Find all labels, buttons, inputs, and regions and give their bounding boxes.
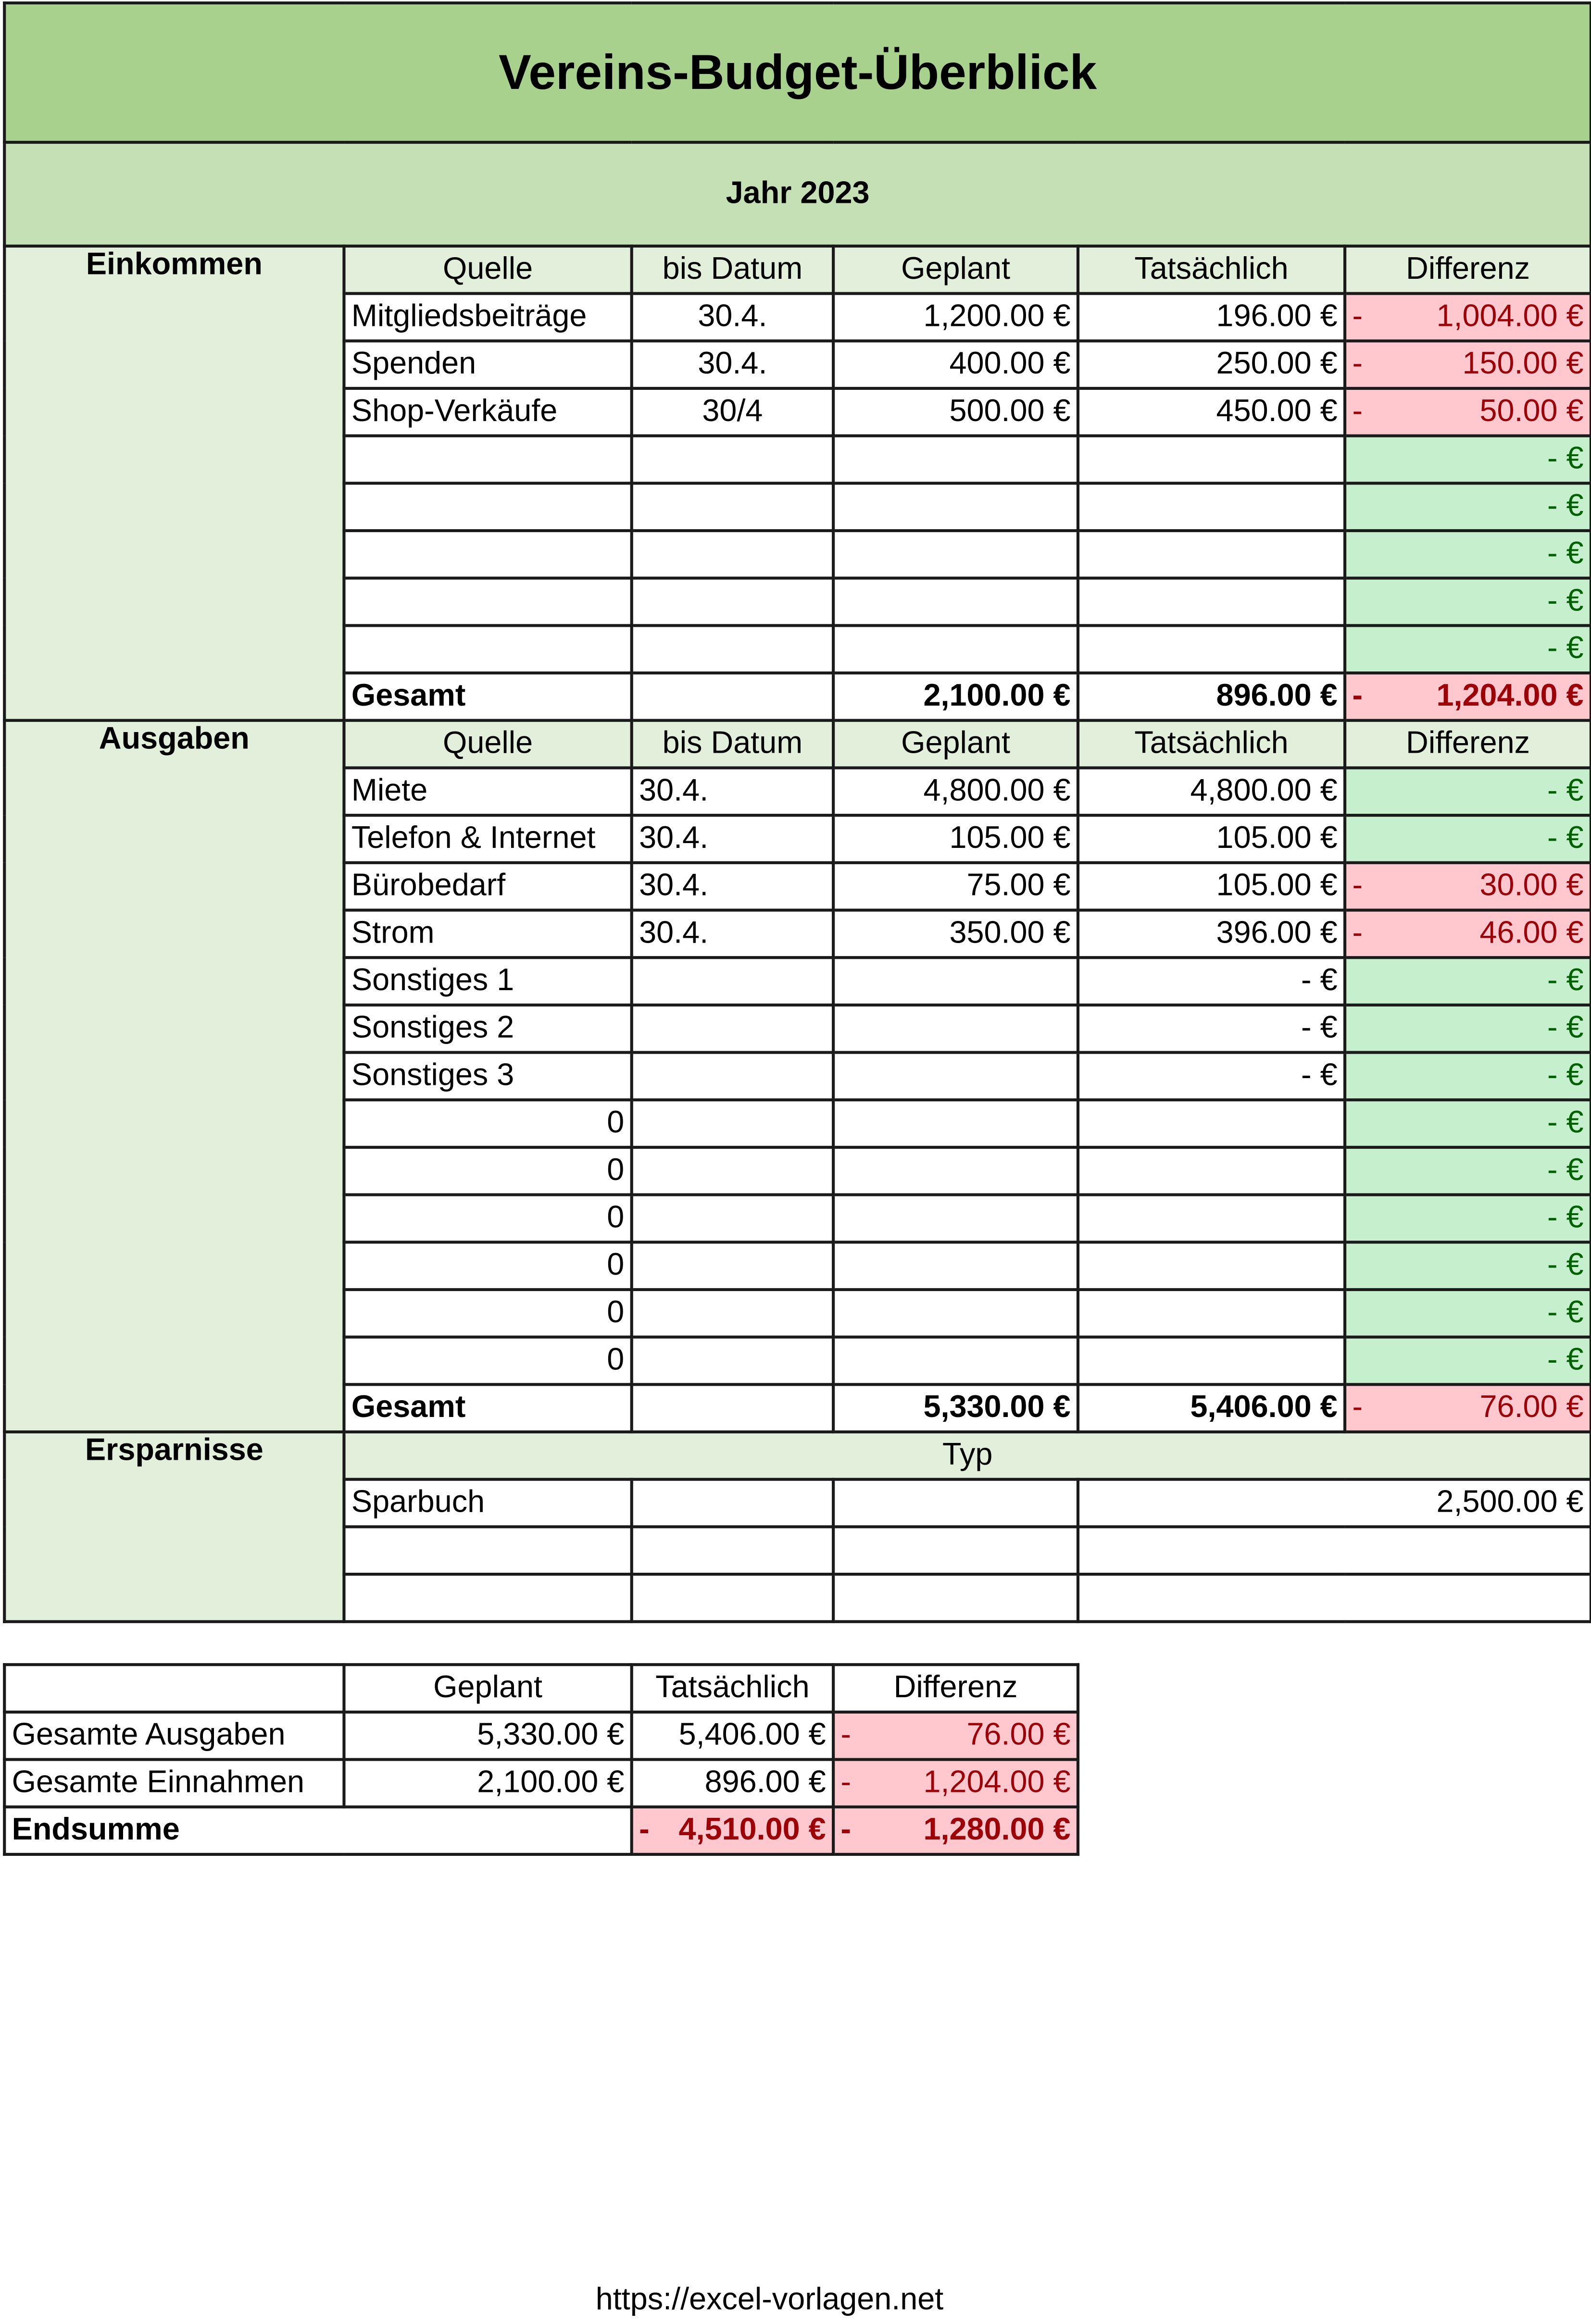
cell-empty[interactable] xyxy=(632,1527,833,1574)
diff-sign: - xyxy=(1352,916,1363,950)
cell-geplant[interactable] xyxy=(833,1100,1078,1147)
diff-sign: - xyxy=(1352,347,1363,381)
summary-row-ausgaben xyxy=(4,1712,1078,1760)
cell-geplant[interactable]: 105.00 € xyxy=(833,815,1078,863)
cell-quelle[interactable]: Telefon & Internet xyxy=(344,815,631,863)
cell-datum[interactable] xyxy=(632,1195,833,1243)
cell-datum[interactable] xyxy=(632,483,833,531)
cell-quelle[interactable]: 0 xyxy=(344,1195,631,1243)
cell-differenz[interactable] xyxy=(1345,910,1591,958)
summary-differenz[interactable] xyxy=(833,1712,1078,1760)
cell-differenz[interactable]: - € xyxy=(1345,1242,1591,1290)
savings-section-label: Ersparnisse xyxy=(4,1432,344,1622)
summary-header-tatsaechlich: Tatsächlich xyxy=(632,1665,833,1712)
cell-empty[interactable] xyxy=(632,1479,833,1527)
income-section-label: Einkommen xyxy=(4,246,344,721)
cell-quelle[interactable]: Mitgliedsbeiträge xyxy=(344,294,631,341)
diff-value: 1,204.00 € xyxy=(923,1765,1071,1800)
cell-differenz[interactable]: - € xyxy=(1345,436,1591,484)
cell-differenz[interactable]: - € xyxy=(1345,1147,1591,1195)
cell-datum[interactable]: 30.4. xyxy=(632,768,833,815)
expenses-total-label: Gesamt xyxy=(344,1384,631,1432)
cell-quelle[interactable]: Miete xyxy=(344,768,631,815)
summary-label: Gesamte Einnahmen xyxy=(4,1760,344,1807)
cell-tatsaechlich[interactable]: 250.00 € xyxy=(1078,341,1345,388)
cell-differenz[interactable]: - € xyxy=(1345,578,1591,626)
cell-quelle[interactable]: Strom xyxy=(344,910,631,958)
diff-sign: - xyxy=(639,1813,650,1847)
cell-tatsaechlich[interactable] xyxy=(1078,1147,1345,1195)
summary-header-empty xyxy=(4,1665,344,1712)
cell-geplant[interactable]: 500.00 € xyxy=(833,388,1078,436)
diff-sign: - xyxy=(1352,394,1363,429)
cell-differenz[interactable] xyxy=(1345,388,1591,436)
cell-quelle[interactable] xyxy=(344,625,631,673)
cell-tatsaechlich[interactable] xyxy=(1078,578,1345,626)
cell-tatsaechlich[interactable] xyxy=(1078,1195,1345,1243)
year-label: Jahr 2023 xyxy=(4,142,1591,246)
cell-datum[interactable] xyxy=(632,436,833,484)
cell-quelle[interactable] xyxy=(344,483,631,531)
cell-tatsaechlich[interactable] xyxy=(1078,483,1345,531)
cell-differenz[interactable]: - € xyxy=(1345,957,1591,1005)
diff-value: 1,204.00 € xyxy=(1436,679,1584,713)
cell-differenz[interactable]: - € xyxy=(1345,1337,1591,1385)
cell-datum[interactable]: 30.4. xyxy=(632,341,833,388)
expenses-header-differenz: Differenz xyxy=(1345,721,1591,768)
cell-savings-name[interactable]: Sparbuch xyxy=(344,1479,631,1527)
cell-geplant[interactable] xyxy=(833,1242,1078,1290)
cell-differenz[interactable] xyxy=(1345,863,1591,910)
cell-datum[interactable] xyxy=(632,625,833,673)
diff-sign: - xyxy=(1352,1390,1363,1425)
summary-geplant[interactable]: 2,100.00 € xyxy=(344,1760,631,1807)
diff-value: 4,510.00 € xyxy=(678,1813,826,1847)
diff-value: 30.00 € xyxy=(1479,869,1584,903)
cell-differenz[interactable]: - € xyxy=(1345,768,1591,815)
cell-datum[interactable] xyxy=(632,1384,833,1432)
cell-geplant[interactable] xyxy=(833,625,1078,673)
cell-tatsaechlich[interactable] xyxy=(1078,1337,1345,1385)
page-title: Vereins-Budget-Überblick xyxy=(4,3,1591,142)
cell-empty[interactable] xyxy=(833,1574,1078,1622)
cell-datum[interactable] xyxy=(632,1242,833,1290)
cell-tatsaechlich[interactable]: - € xyxy=(1078,957,1345,1005)
diff-value: 46.00 € xyxy=(1479,916,1584,950)
summary-table xyxy=(3,1663,1079,1856)
income-header-differenz: Differenz xyxy=(1345,246,1591,294)
income-header-datum: bis Datum xyxy=(632,246,833,294)
cell-geplant[interactable] xyxy=(833,1053,1078,1100)
cell-geplant[interactable] xyxy=(833,1337,1078,1385)
cell-differenz[interactable] xyxy=(1345,294,1591,341)
cell-tatsaechlich[interactable]: - € xyxy=(1078,1005,1345,1053)
cell-quelle[interactable]: Spenden xyxy=(344,341,631,388)
cell-geplant[interactable]: 4,800.00 € xyxy=(833,768,1078,815)
cell-differenz[interactable]: - € xyxy=(1345,1053,1591,1100)
cell-tatsaechlich[interactable] xyxy=(1078,531,1345,578)
expenses-total-differenz[interactable] xyxy=(1345,1384,1591,1432)
income-total-tatsaechlich[interactable]: 896.00 € xyxy=(1078,673,1345,721)
cell-geplant[interactable] xyxy=(833,483,1078,531)
summary-differenz[interactable] xyxy=(833,1760,1078,1807)
footer-url[interactable]: https://excel-vorlagen.net xyxy=(595,2283,944,2317)
diff-value: 50.00 € xyxy=(1479,394,1584,429)
cell-quelle[interactable]: Bürobedarf xyxy=(344,863,631,910)
cell-datum[interactable] xyxy=(632,1290,833,1337)
cell-savings-amount[interactable]: 2,500.00 € xyxy=(1078,1479,1591,1527)
cell-differenz[interactable]: - € xyxy=(1345,815,1591,863)
cell-quelle[interactable]: 0 xyxy=(344,1242,631,1290)
cell-geplant[interactable] xyxy=(833,1195,1078,1243)
cell-tatsaechlich[interactable] xyxy=(1078,1242,1345,1290)
savings-header-typ: Typ xyxy=(344,1432,1591,1479)
cell-quelle[interactable] xyxy=(344,436,631,484)
cell-tatsaechlich[interactable]: - € xyxy=(1078,1053,1345,1100)
cell-geplant[interactable]: 400.00 € xyxy=(833,341,1078,388)
diff-sign: - xyxy=(840,1718,852,1752)
cell-differenz[interactable]: - € xyxy=(1345,483,1591,531)
cell-empty[interactable] xyxy=(833,1527,1078,1574)
expenses-header-geplant: Geplant xyxy=(833,721,1078,768)
summary-header-differenz: Differenz xyxy=(833,1665,1078,1712)
cell-quelle[interactable]: Shop-Verkäufe xyxy=(344,388,631,436)
cell-datum[interactable]: 30/4 xyxy=(632,388,833,436)
cell-datum[interactable] xyxy=(632,1147,833,1195)
cell-quelle[interactable] xyxy=(344,531,631,578)
cell-savings-amount[interactable] xyxy=(1078,1527,1591,1574)
cell-quelle[interactable]: 0 xyxy=(344,1100,631,1147)
summary-geplant[interactable]: 5,330.00 € xyxy=(344,1712,631,1760)
diff-sign: - xyxy=(1352,869,1363,903)
diff-sign: - xyxy=(1352,299,1363,334)
cell-savings-name[interactable] xyxy=(344,1527,631,1574)
diff-value: 76.00 € xyxy=(1479,1390,1584,1425)
income-header-quelle: Quelle xyxy=(344,246,631,294)
cell-quelle[interactable]: Sonstiges 1 xyxy=(344,957,631,1005)
cell-datum[interactable]: 30.4. xyxy=(632,815,833,863)
diff-sign: - xyxy=(840,1813,852,1847)
income-total-label: Gesamt xyxy=(344,673,631,721)
expenses-header-quelle: Quelle xyxy=(344,721,631,768)
cell-quelle[interactable]: Sonstiges 2 xyxy=(344,1005,631,1053)
diff-sign: - xyxy=(1352,679,1363,713)
cell-datum[interactable]: 30.4. xyxy=(632,863,833,910)
summary-row-endsumme xyxy=(4,1807,1078,1854)
cell-differenz[interactable]: - € xyxy=(1345,1005,1591,1053)
cell-datum[interactable] xyxy=(632,1337,833,1385)
cell-geplant[interactable]: 350.00 € xyxy=(833,910,1078,958)
expenses-header-tatsaechlich: Tatsächlich xyxy=(1078,721,1345,768)
income-header-tatsaechlich: Tatsächlich xyxy=(1078,246,1345,294)
cell-geplant[interactable] xyxy=(833,578,1078,626)
expenses-total-geplant[interactable]: 5,330.00 € xyxy=(833,1384,1078,1432)
cell-tatsaechlich[interactable]: 105.00 € xyxy=(1078,815,1345,863)
cell-datum[interactable] xyxy=(632,531,833,578)
cell-geplant[interactable] xyxy=(833,531,1078,578)
summary-row-einnahmen xyxy=(4,1760,1078,1807)
cell-geplant[interactable] xyxy=(833,1147,1078,1195)
summary-label: Gesamte Ausgaben xyxy=(4,1712,344,1760)
cell-savings-amount[interactable] xyxy=(1078,1574,1591,1622)
income-total-geplant[interactable]: 2,100.00 € xyxy=(833,673,1078,721)
cell-differenz[interactable]: - € xyxy=(1345,1195,1591,1243)
cell-datum[interactable]: 30.4. xyxy=(632,294,833,341)
cell-datum[interactable] xyxy=(632,578,833,626)
cell-geplant[interactable]: 75.00 € xyxy=(833,863,1078,910)
budget-table xyxy=(3,1,1591,1623)
summary-endsumme-tatsaechlich[interactable] xyxy=(632,1807,833,1854)
diff-value: 76.00 € xyxy=(966,1718,1071,1752)
cell-datum[interactable]: 30.4. xyxy=(632,910,833,958)
cell-differenz[interactable]: - € xyxy=(1345,1290,1591,1337)
cell-geplant[interactable] xyxy=(833,1005,1078,1053)
cell-differenz[interactable]: - € xyxy=(1345,1100,1591,1147)
cell-tatsaechlich[interactable]: 4,800.00 € xyxy=(1078,768,1345,815)
cell-datum[interactable] xyxy=(632,1053,833,1100)
summary-tatsaechlich[interactable]: 896.00 € xyxy=(632,1760,833,1807)
cell-empty[interactable] xyxy=(833,1479,1078,1527)
expenses-total-tatsaechlich[interactable]: 5,406.00 € xyxy=(1078,1384,1345,1432)
cell-datum[interactable] xyxy=(632,1100,833,1147)
cell-quelle[interactable]: 0 xyxy=(344,1290,631,1337)
cell-tatsaechlich[interactable] xyxy=(1078,1290,1345,1337)
summary-endsumme-label: Endsumme xyxy=(4,1807,631,1854)
cell-geplant[interactable] xyxy=(833,957,1078,1005)
expenses-section-label: Ausgaben xyxy=(4,721,344,1432)
diff-value: 150.00 € xyxy=(1462,347,1584,381)
cell-datum[interactable] xyxy=(632,673,833,721)
income-header-geplant: Geplant xyxy=(833,246,1078,294)
cell-tatsaechlich[interactable] xyxy=(1078,436,1345,484)
cell-quelle[interactable]: 0 xyxy=(344,1147,631,1195)
cell-quelle[interactable]: Sonstiges 3 xyxy=(344,1053,631,1100)
diff-value: 1,004.00 € xyxy=(1436,299,1584,334)
cell-datum[interactable] xyxy=(632,957,833,1005)
cell-geplant[interactable] xyxy=(833,436,1078,484)
cell-tatsaechlich[interactable]: 396.00 € xyxy=(1078,910,1345,958)
cell-savings-name[interactable] xyxy=(344,1574,631,1622)
cell-quelle[interactable]: 0 xyxy=(344,1337,631,1385)
cell-quelle[interactable] xyxy=(344,578,631,626)
cell-datum[interactable] xyxy=(632,1005,833,1053)
cell-geplant[interactable] xyxy=(833,1290,1078,1337)
diff-value: 1,280.00 € xyxy=(923,1813,1071,1847)
cell-differenz[interactable]: - € xyxy=(1345,531,1591,578)
expenses-header-datum: bis Datum xyxy=(632,721,833,768)
cell-differenz[interactable]: - € xyxy=(1345,625,1591,673)
summary-endsumme-differenz[interactable] xyxy=(833,1807,1078,1854)
cell-tatsaechlich[interactable] xyxy=(1078,1100,1345,1147)
cell-empty[interactable] xyxy=(632,1574,833,1622)
cell-tatsaechlich[interactable] xyxy=(1078,625,1345,673)
summary-tatsaechlich[interactable]: 5,406.00 € xyxy=(632,1712,833,1760)
income-total-differenz[interactable] xyxy=(1345,673,1591,721)
cell-tatsaechlich[interactable]: 450.00 € xyxy=(1078,388,1345,436)
summary-header-geplant: Geplant xyxy=(344,1665,631,1712)
cell-differenz[interactable] xyxy=(1345,341,1591,388)
diff-sign: - xyxy=(840,1765,852,1800)
cell-geplant[interactable]: 1,200.00 € xyxy=(833,294,1078,341)
cell-tatsaechlich[interactable]: 105.00 € xyxy=(1078,863,1345,910)
cell-tatsaechlich[interactable]: 196.00 € xyxy=(1078,294,1345,341)
